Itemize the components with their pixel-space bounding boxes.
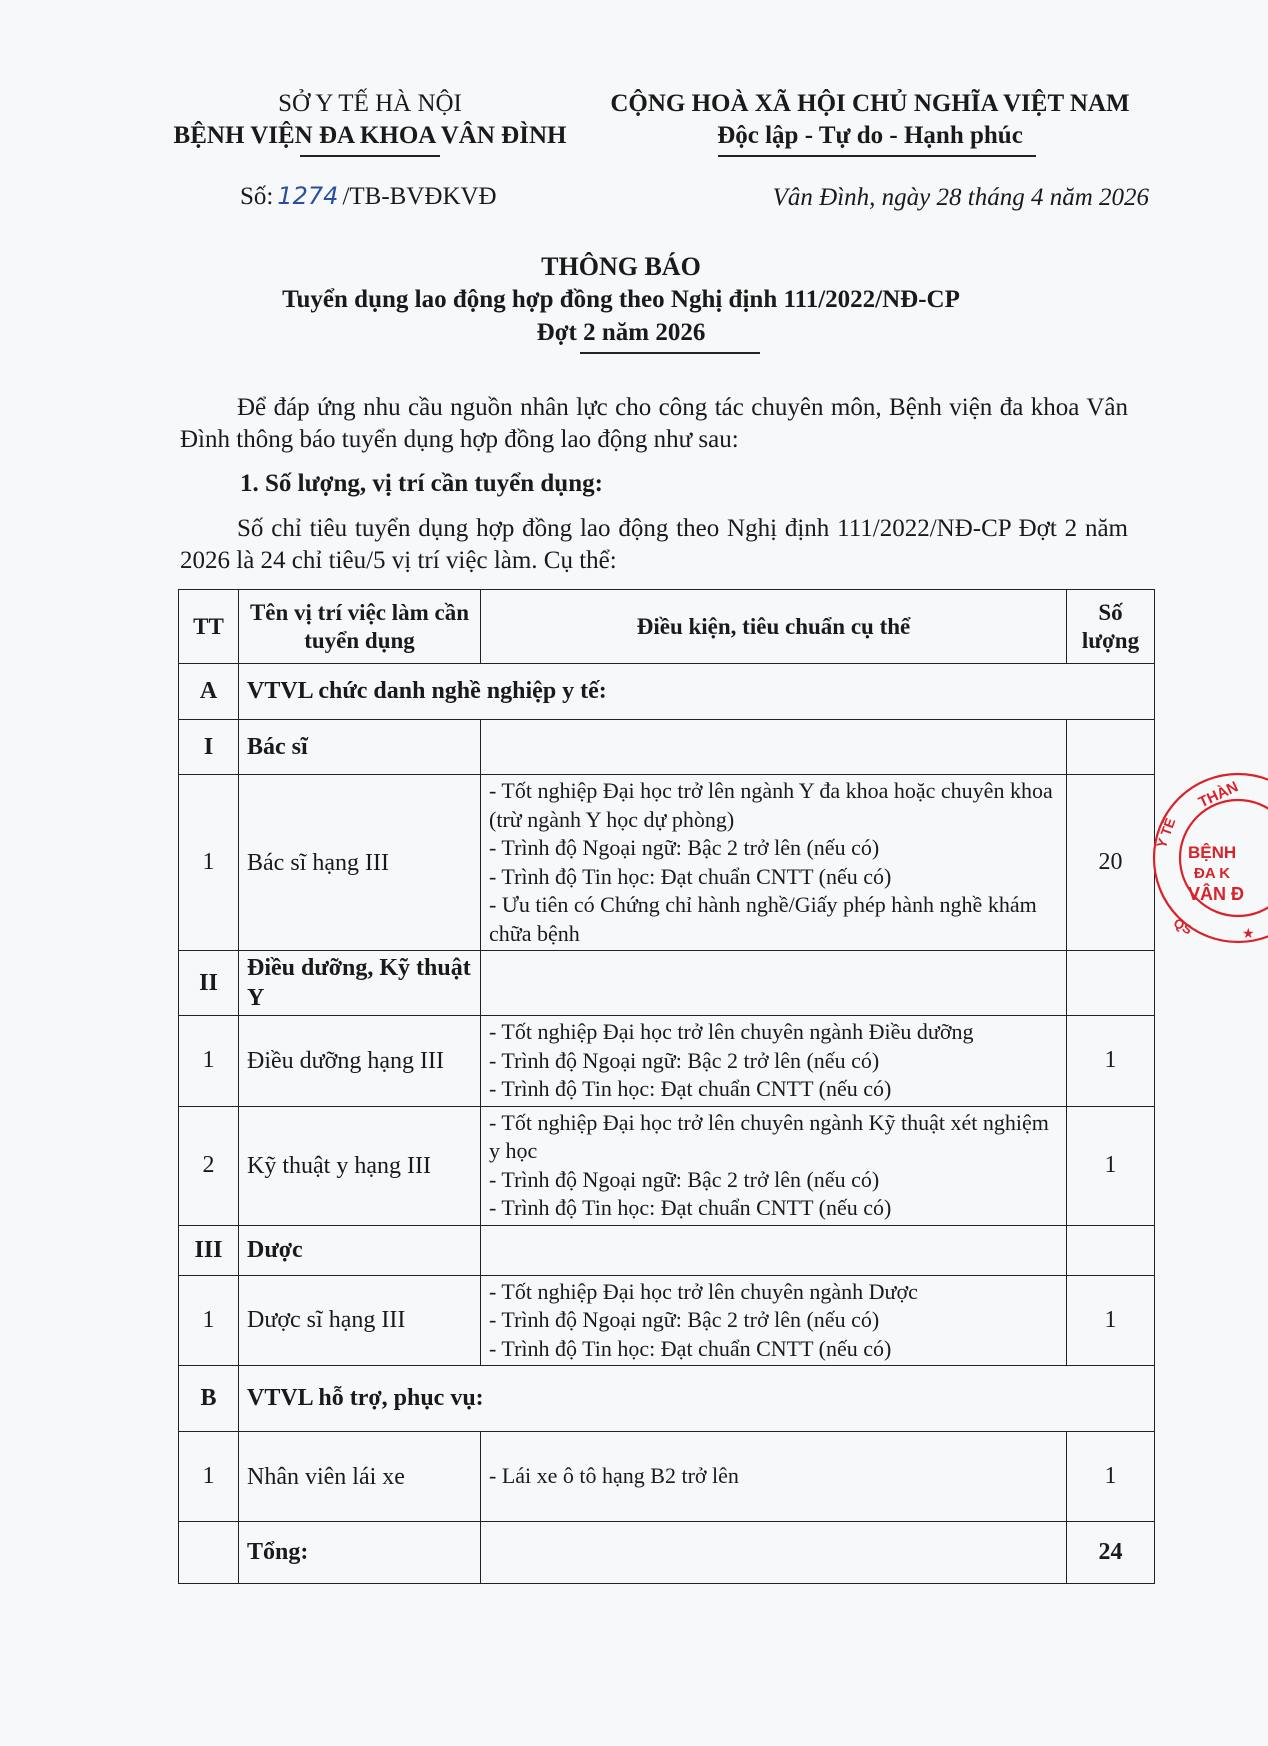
quantity: 1 [1067, 1432, 1155, 1522]
requirement-line: - Trình độ Tin học: Đạt chuẩn CNTT (nếu có) [489, 863, 892, 889]
requirements-cell [481, 1432, 1067, 1522]
title-line-1: THÔNG BÁO [541, 252, 701, 281]
requirement-line: - Lái xe ô tô hạng B2 trở lên [489, 1463, 739, 1489]
document-title [0, 250, 1242, 349]
empty-cell [179, 1522, 239, 1584]
requirement-line: - Tốt nghiệp Đại học trở lên chuyên ngành Điều dưỡng [489, 1019, 974, 1044]
table-row [179, 775, 1155, 951]
org-line-1: SỞ Y TẾ HÀ NỘI [278, 90, 462, 117]
seal-text-bottom: QS [1171, 915, 1195, 938]
doc-no-prefix: Số: [240, 183, 274, 210]
row-tt: A [179, 664, 239, 720]
empty-cell [481, 1522, 1067, 1584]
total-label: Tổng: [239, 1522, 481, 1584]
position-name: Dược sĩ hạng III [239, 1275, 481, 1366]
table-row [179, 1432, 1155, 1522]
org-underline [300, 155, 440, 157]
seal-text-3: VÂN Đ [1188, 884, 1245, 904]
motto-underline [718, 155, 1036, 157]
requirements-cell [481, 775, 1067, 951]
subgroup-label: Điều dưỡng, Kỹ thuật Y [239, 951, 481, 1016]
section-1-text: Số chỉ tiêu tuyển dụng hợp đồng lao động theo Nghị định 111/2022/NĐ-CP Đợt 2 năm 2026 là 24 chỉ tiêu/5 vị trí việc làm. Cụ thể: [180, 515, 1128, 574]
row-tt: II [179, 951, 239, 1016]
quantity: 1 [1067, 1275, 1155, 1366]
table-row-group-b [179, 1366, 1155, 1432]
row-tt: 1 [179, 1275, 239, 1366]
requirement-line: - Trình độ Ngoại ngữ: Bậc 2 trở lên (nếu có) [489, 1047, 880, 1073]
row-tt: III [179, 1225, 239, 1275]
table-row-subgroup-iii [179, 1225, 1155, 1275]
section-1-paragraph [180, 513, 1128, 577]
table-row-subgroup-ii [179, 951, 1155, 1016]
requirements-cell [481, 1016, 1067, 1107]
requirement-line: - Trình độ Ngoại ngữ: Bậc 2 trở lên (nếu có) [489, 1166, 880, 1192]
empty-cell [481, 1225, 1067, 1275]
document-date: Vân Đình, ngày 28 tháng 4 năm 2026 [772, 184, 1149, 211]
total-quantity: 24 [1067, 1522, 1155, 1584]
title-line-2: Tuyển dụng lao động hợp đồng theo Nghị định 111/2022/NĐ-CP [282, 286, 960, 313]
group-label: VTVL hỗ trợ, phục vụ: [239, 1366, 1155, 1432]
subgroup-label: Bác sĩ [239, 720, 481, 775]
row-tt: B [179, 1366, 239, 1432]
empty-cell [481, 951, 1067, 1016]
row-tt: 1 [179, 1016, 239, 1107]
document-number [240, 182, 497, 211]
seal-star-icon: ★ [1242, 926, 1255, 942]
row-tt: 2 [179, 1106, 239, 1225]
section-1-heading: 1. Số lượng, vị trí cần tuyển dụng: [240, 470, 603, 497]
nation-line-2: Độc lập - Tự do - Hạnh phúc [717, 122, 1023, 149]
requirement-line: - Trình độ Ngoại ngữ: Bậc 2 trở lên (nếu có) [489, 835, 880, 860]
table-row [179, 1016, 1155, 1107]
requirement-line: - Tốt nghiệp Đại học trở lên chuyên ngành Kỹ thuật xét nghiệm y học [489, 1109, 1049, 1163]
header-tt: TT [179, 590, 239, 664]
seal-text-1: BỆNH [1188, 843, 1237, 862]
requirement-line: - Trình độ Tin học: Đạt chuẩn CNTT (nếu có) [489, 1195, 892, 1220]
requirements-cell [481, 1275, 1067, 1366]
subgroup-label: Dược [239, 1225, 481, 1275]
quantity: 20 [1067, 775, 1155, 951]
table-row [179, 1106, 1155, 1225]
requirement-line: - Trình độ Tin học: Đạt chuẩn CNTT (nếu có) [489, 1076, 892, 1101]
table-row [179, 1275, 1155, 1366]
row-tt: 1 [179, 1432, 239, 1522]
table-row-group-a [179, 664, 1155, 720]
requirement-line: - Ưu tiên có Chứng chỉ hành nghề/Giấy phép hành nghề khám chữa bệnh [489, 892, 1037, 946]
empty-cell [1067, 720, 1155, 775]
requirement-line: - Tốt nghiệp Đại học trở lên chuyên ngành Dược [489, 1278, 918, 1304]
position-name: Kỹ thuật y hạng III [239, 1106, 481, 1225]
quantity: 1 [1067, 1106, 1155, 1225]
intro-text: Để đáp ứng nhu cầu nguồn nhân lực cho công tác chuyên môn, Bệnh viện đa khoa Vân Đình thông báo tuyển dụng hợp đồng lao động như sau: [180, 394, 1128, 453]
doc-no-suffix: /TB-BVĐKVĐ [342, 183, 497, 210]
issuing-organization [160, 88, 580, 152]
seal-text-2: ĐA K [1194, 865, 1231, 882]
requirement-line: - Trình độ Tin học: Đạt chuẩn CNTT (nếu có) [489, 1335, 892, 1361]
intro-paragraph [180, 392, 1128, 456]
group-label: VTVL chức danh nghề nghiệp y tế: [239, 664, 1155, 720]
nation-line-1: CỘNG HOÀ XÃ HỘI CHỦ NGHĨA VIỆT NAM [610, 90, 1130, 117]
table-total-row [179, 1522, 1155, 1584]
position-name: Điều dưỡng hạng III [239, 1016, 481, 1107]
quantity: 1 [1067, 1016, 1155, 1107]
table-header-row [179, 590, 1155, 664]
title-line-3: Đợt 2 năm 2026 [536, 319, 706, 346]
recruitment-table [178, 589, 1155, 1584]
header-position: Tên vị trí việc làm cần tuyển dụng [239, 590, 481, 664]
doc-no-handwritten: 1274 [277, 182, 339, 210]
empty-cell [1067, 951, 1155, 1016]
seal-text-arc: THÀN [1195, 778, 1241, 812]
requirements-cell [481, 1106, 1067, 1225]
requirement-line: - Trình độ Ngoại ngữ: Bậc 2 trở lên (nếu có) [489, 1307, 880, 1332]
position-name: Nhân viên lái xe [239, 1432, 481, 1522]
title-underline [580, 352, 760, 354]
red-seal-stamp [1148, 768, 1268, 948]
seal-text-side: Y TẾ [1152, 815, 1179, 851]
row-tt: I [179, 720, 239, 775]
org-line-2: BỆNH VIỆN ĐA KHOA VÂN ĐÌNH [173, 122, 567, 149]
table-row-subgroup-i [179, 720, 1155, 775]
position-name: Bác sĩ hạng III [239, 775, 481, 951]
national-motto [600, 88, 1140, 152]
header-requirements: Điều kiện, tiêu chuẩn cụ thể [481, 590, 1067, 664]
header-quantity: Số lượng [1067, 590, 1155, 664]
requirement-line: - Tốt nghiệp Đại học trở lên ngành Y đa khoa hoặc chuyên khoa (trừ ngành Y học dự phòng) [489, 778, 1053, 832]
empty-cell [1067, 1225, 1155, 1275]
row-tt: 1 [179, 775, 239, 951]
empty-cell [481, 720, 1067, 775]
